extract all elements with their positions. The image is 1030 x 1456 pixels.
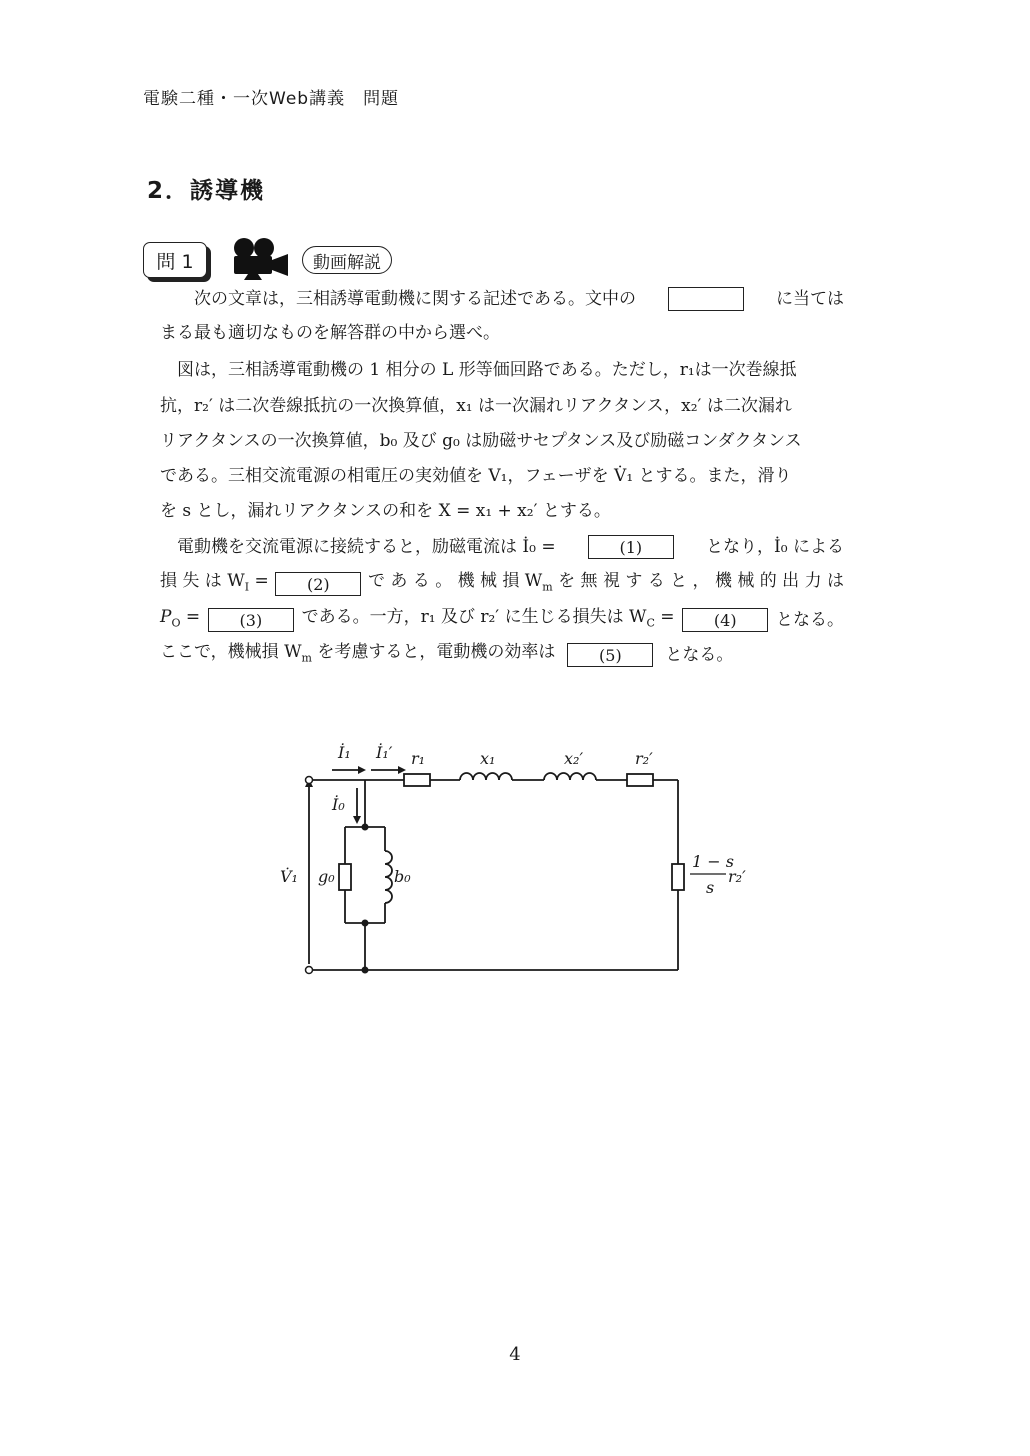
mech-loss-sub: m — [542, 580, 553, 594]
label-g0: g₀ — [318, 867, 335, 886]
loss-eq: = — [249, 571, 269, 591]
blank-box-4: (4) — [682, 608, 768, 632]
para2-text-4c: となる。 — [665, 645, 734, 666]
copper-loss-label: である。一方，r₁ 及び r₂′ に生じる損失は W — [301, 607, 647, 627]
output-sub: O — [171, 616, 181, 630]
mech-loss-sub-2: m — [301, 651, 312, 665]
r1-resistor — [404, 774, 430, 786]
page-header: 電験二種・一次Web講義 問題 — [143, 89, 400, 109]
junction-dot — [362, 967, 369, 974]
para2-line-1 — [160, 535, 844, 559]
para1-text-5: を s とし，漏れリアクタンスの和を X = x₁ + x₂′ とする。 — [160, 501, 611, 521]
label-b0: b₀ — [394, 867, 411, 886]
intro-line-2 — [160, 321, 844, 345]
intro-text-1b: に当ては — [776, 289, 844, 309]
para2-line-2 — [160, 569, 844, 599]
terminal-top — [306, 777, 313, 784]
intro-line-1 — [160, 287, 844, 311]
para1-line-3 — [160, 429, 844, 453]
I1-arrowhead — [358, 766, 366, 774]
x1-inductor — [460, 773, 512, 780]
para1-text-1: 図は，三相誘導電動機の 1 相分の L 形等価回路である。ただし，r₁は一次巻線抵 — [160, 360, 797, 380]
r2-resistor — [627, 774, 653, 786]
para2-text-3a — [160, 605, 200, 635]
para1-line-5 — [160, 499, 844, 523]
para2-text-2a — [160, 569, 269, 599]
section-title: 2．誘導機 — [147, 178, 266, 204]
I1p-arrowhead — [398, 766, 406, 774]
blank-box-empty — [668, 287, 744, 311]
label-r2p: r₂′ — [635, 749, 653, 768]
label-x1: x₁ — [480, 749, 496, 768]
label-load-r2p: r₂′ — [728, 867, 746, 886]
para2-line-3 — [160, 605, 844, 635]
question-badge: 問 1 — [143, 242, 207, 278]
label-r1: r₁ — [411, 749, 426, 768]
mech-loss-label-2: ここで，機械損 W — [160, 642, 302, 662]
para2-text-3c: となる。 — [776, 610, 844, 631]
para2-text-3b — [302, 605, 675, 635]
terminal-bottom — [306, 967, 313, 974]
output-label: P — [160, 607, 172, 627]
junction-dot — [362, 824, 369, 831]
efficiency-text: を考慮すると，電動機の効率は — [311, 642, 556, 662]
copper-loss-eq: = — [654, 607, 675, 627]
mech-loss-label: で あ る 。 機 械 損 W — [367, 571, 543, 591]
para1-text-4: である。三相交流電源の相電圧の実効値を V₁，フェーザを V̇₁ とする。また，滑り — [160, 466, 792, 486]
para1-text-3: リアクタンスの一次換算値，b₀ 及び g₀ は励磁サセプタンス及び励磁コンダクタンス — [160, 431, 802, 451]
para1-line-2 — [160, 394, 844, 418]
junction-dot — [362, 920, 369, 927]
para1-line-4 — [160, 464, 844, 488]
para2-text-2b — [368, 569, 844, 599]
equivalent-circuit-diagram — [270, 730, 770, 990]
intro-text-1a: 次の文章は，三相誘導電動機に関する記述である。文中の — [160, 289, 636, 309]
output-eq: = — [180, 607, 201, 627]
blank-box-3: (3) — [208, 608, 294, 632]
page-number: 4 — [509, 1344, 521, 1365]
intro-text-2: まる最も適切なものを解答群の中から選べ。 — [160, 323, 500, 343]
label-load-denominator: s — [706, 878, 715, 897]
copper-loss-sub: C — [646, 616, 655, 630]
loss-label: 損 失 は W — [160, 571, 245, 591]
g0-resistor — [339, 864, 351, 890]
para2-text-1b: となり，İ₀ による — [706, 537, 844, 557]
para1-text-2: 抗，r₂′ は二次巻線抵抗の一次換算値，x₁ は一次漏れリアクタンス，x₂′ は二次漏れ — [160, 396, 792, 416]
label-I1p: İ₁′ — [376, 743, 393, 762]
label-I0: İ₀ — [332, 795, 345, 814]
blank-box-1: (1) — [588, 535, 674, 559]
b0-inductor — [385, 851, 392, 903]
video-explanation-link[interactable]: 動画解説 — [302, 246, 392, 274]
para2-line-4 — [160, 640, 844, 670]
label-I1: İ₁ — [338, 743, 351, 762]
mech-output-text: を 無 視 す る と ， 機 械 的 出 力 は — [552, 571, 844, 591]
para2-text-1a: 電動機を交流電源に接続すると，励磁電流は İ₀ = — [160, 537, 556, 557]
para2-text-4a — [160, 640, 555, 670]
para1-line-1 — [160, 358, 844, 382]
label-load-numerator: 1 − s — [692, 852, 734, 871]
x2-inductor — [544, 773, 596, 780]
blank-box-2: (2) — [275, 572, 361, 596]
I0-arrowhead — [353, 816, 361, 824]
load-resistor — [672, 864, 684, 890]
blank-box-5: (5) — [567, 643, 653, 667]
video-camera-icon[interactable] — [226, 236, 290, 280]
label-V1: V̇₁ — [280, 867, 298, 886]
label-x2p: x₂′ — [564, 749, 584, 768]
loss-sub: I — [244, 580, 250, 594]
